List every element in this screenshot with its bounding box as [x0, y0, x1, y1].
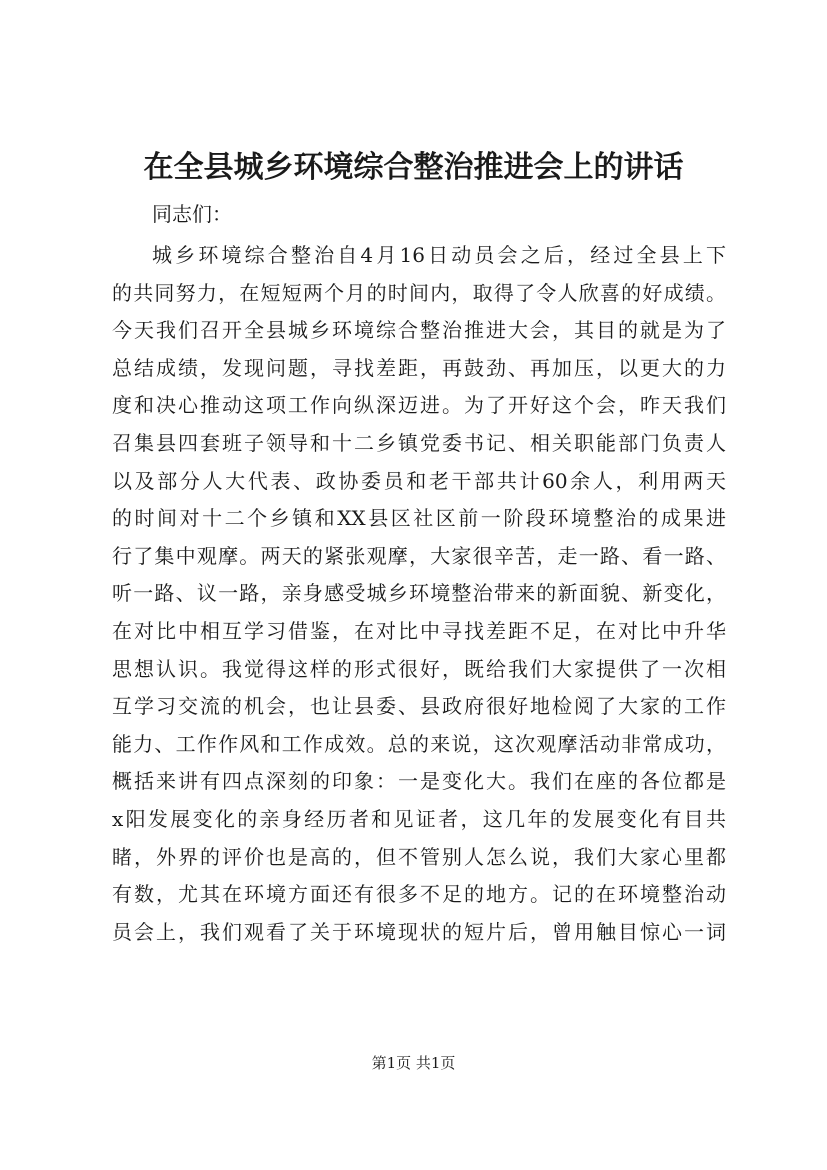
- text-line: 在对比中相互学习借鉴，在对比中寻找差距不足，在对比中升华: [112, 618, 726, 643]
- text-line: 员会上，我们观看了关于环境现状的短片后，曾用触目惊心一词: [112, 919, 726, 944]
- text-line: 城乡环境综合整治自4月16日动员会之后，经过全县上下: [152, 243, 726, 267]
- page-footer: 第1页 共1页: [371, 1054, 456, 1072]
- text-line: 召集县四套班子领导和十二乡镇党委书记、相关职能部门负责人: [112, 430, 726, 455]
- text-line: 睹，外界的评价也是高的，但不管别人怎么说，我们大家心里都: [112, 844, 726, 869]
- text-line: 以及部分人大代表、政协委员和老干部共计60余人，利用两天: [112, 468, 726, 493]
- text-line: 思想认识。我觉得这样的形式很好，既给我们大家提供了一次相: [112, 656, 726, 681]
- salutation: 同志们：: [152, 202, 232, 226]
- text-line: 的时间对十二个乡镇和XX县区社区前一阶段环境整治的成果进: [112, 506, 726, 531]
- text-line: 概括来讲有四点深刻的印象：一是变化大。我们在座的各位都是: [112, 769, 726, 794]
- text-line: 有数，尤其在环境方面还有很多不足的地方。记的在环境整治动: [112, 882, 726, 907]
- text-line: 行了集中观摩。两天的紧张观摩，大家很辛苦，走一路、看一路、: [112, 543, 726, 568]
- text-line: 度和决心推动这项工作向纵深迈进。为了开好这个会，昨天我们: [112, 393, 726, 418]
- body-paragraph: [112, 237, 726, 951]
- text-line: x阳发展变化的亲身经历者和见证者，这几年的发展变化有目共: [112, 806, 726, 831]
- text-line: 听一路、议一路，亲身感受城乡环境整治带来的新面貌、新变化，: [112, 581, 726, 606]
- text-line: 总结成绩，发现问题，寻找差距，再鼓劲、再加压，以更大的力: [112, 355, 726, 380]
- text-line: 的共同努力，在短短两个月的时间内，取得了令人欣喜的好成绩。: [112, 280, 726, 305]
- text-line: 今天我们召开全县城乡环境综合整治推进大会，其目的就是为了: [112, 318, 726, 343]
- text-line: 互学习交流的机会，也让县委、县政府很好地检阅了大家的工作: [112, 694, 726, 719]
- text-line: 能力、工作作风和工作成效。总的来说，这次观摩活动非常成功，: [112, 731, 726, 756]
- document-title: 在全县城乡环境综合整治推进会上的讲话: [143, 150, 684, 185]
